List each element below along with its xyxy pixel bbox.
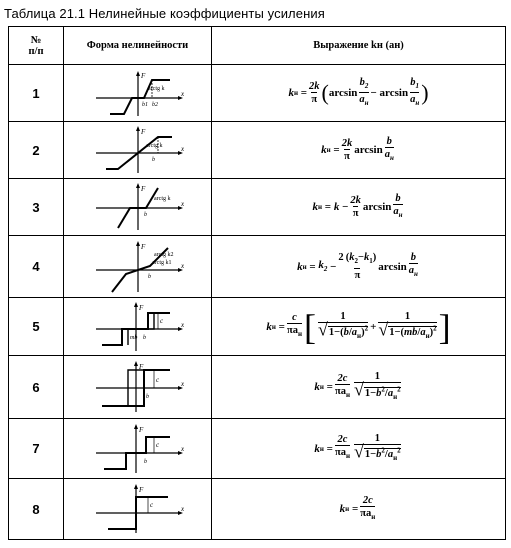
- header-shape: Форма нелинейности: [64, 27, 212, 65]
- table-row: [9, 419, 506, 479]
- axis-label-x: x: [180, 261, 184, 270]
- table-row: [9, 65, 506, 122]
- slope-label: arctg k: [153, 196, 170, 202]
- axis-label-f: F: [140, 72, 145, 80]
- axis-label-x: x: [180, 380, 184, 388]
- table-header-row: [9, 27, 506, 65]
- label-b: b: [147, 273, 151, 280]
- row-number: 3: [9, 179, 64, 236]
- label-b: b: [151, 157, 155, 163]
- table-row: [9, 179, 506, 236]
- hysteresis-relay-with-dead-zone-graph-icon: [88, 301, 188, 353]
- row-number: 2: [9, 122, 64, 179]
- row-number: 7: [9, 419, 64, 479]
- formula-3: k н = k − $\frac{2k}{\pi}$ arcsin b $a_н$: [312, 192, 403, 220]
- relay-with-dead-zone-graph-icon: [88, 423, 188, 475]
- label-mb: mb: [129, 334, 137, 341]
- slope-label-k2: arctg k2: [153, 251, 173, 258]
- label-c: c: [159, 316, 163, 325]
- label-b2: b2: [151, 102, 158, 108]
- label-c: c: [149, 501, 153, 509]
- row-number: 1: [9, 65, 64, 122]
- label-b1: b1: [141, 102, 148, 108]
- formula-4: k н = $k_2$ − $\frac{2 (k_2-k_1)}{\pi}$ arcsin b $a_н$: [297, 252, 418, 281]
- table-row: [9, 298, 506, 356]
- saturation-graph-icon: [88, 125, 188, 175]
- axis-label-f: F: [140, 242, 145, 251]
- axis-label-f: F: [138, 425, 143, 434]
- axis-label-f: F: [138, 363, 143, 371]
- axis-label-f: F: [138, 303, 143, 312]
- row-number: 4: [9, 236, 64, 298]
- label-c: c: [155, 440, 159, 449]
- header-number-label: п/п: [28, 45, 44, 57]
- header-expression: Выражение kн (aн): [212, 27, 506, 65]
- hysteresis-relay-graph-icon: [88, 360, 188, 414]
- row-number: 6: [9, 356, 64, 419]
- axis-label-x: x: [180, 505, 184, 513]
- table-row: [9, 479, 506, 540]
- dead-zone-graph-icon: [88, 182, 188, 232]
- axis-label-f: F: [138, 486, 143, 494]
- header-number: [9, 27, 64, 65]
- row-number: 5: [9, 298, 64, 356]
- axis-label-x: x: [180, 320, 184, 329]
- formula-6: k н = 2c $\pi a_н$ 1 $√1-b^2/a_н^2$: [314, 371, 401, 401]
- table-row: [9, 236, 506, 298]
- slope-label-k1: arctg k1: [151, 259, 171, 266]
- formula-5: k н = c $\pi a_н$ [ 1 $√1-(b/a_н)^2$ + 1 $√1-(mb/a_н)^2$ ]: [266, 306, 451, 347]
- label-b: b: [142, 334, 146, 341]
- axis-label-x: x: [180, 200, 184, 208]
- table-row: [9, 356, 506, 419]
- nonlinearity-table: [8, 26, 506, 540]
- table-row: [9, 122, 506, 179]
- formula-7: k н = 2c $\pi a_н$ 1 $√1-b^2/a_н^2$: [314, 432, 401, 463]
- ideal-relay-graph-icon: [88, 483, 188, 535]
- row-number: 8: [9, 479, 64, 540]
- two-slope-graph-icon: [88, 240, 188, 294]
- axis-label-x: x: [180, 90, 184, 98]
- formula-8: k н = 2c $\pi a_н$: [339, 494, 376, 522]
- axis-label-x: x: [180, 145, 184, 153]
- header-number-symbol: №: [30, 34, 42, 46]
- label-c: c: [155, 376, 159, 384]
- saturation-with-dead-zone-graph-icon: [88, 68, 188, 118]
- slope-label: arctg k: [147, 86, 164, 92]
- table-caption: Таблица 21.1 Нелинейные коэффициенты усиления: [4, 6, 325, 21]
- slope-label: arctg k: [145, 143, 162, 149]
- label-b: b: [143, 458, 147, 465]
- axis-label-f: F: [140, 128, 145, 136]
- label-b: b: [145, 394, 149, 400]
- axis-label-x: x: [180, 444, 184, 453]
- axis-label-f: F: [140, 185, 145, 193]
- formula-2: k н = $\frac{2k}{\pi}$ arcsin b $a_н$: [321, 135, 394, 163]
- formula-1: k н = $\frac{2k}{\pi}$ ( arcsin $b_2$ $a_н$ − arcsin $b_1$ $a_н$ ): [288, 76, 429, 108]
- label-b: b: [143, 212, 147, 218]
